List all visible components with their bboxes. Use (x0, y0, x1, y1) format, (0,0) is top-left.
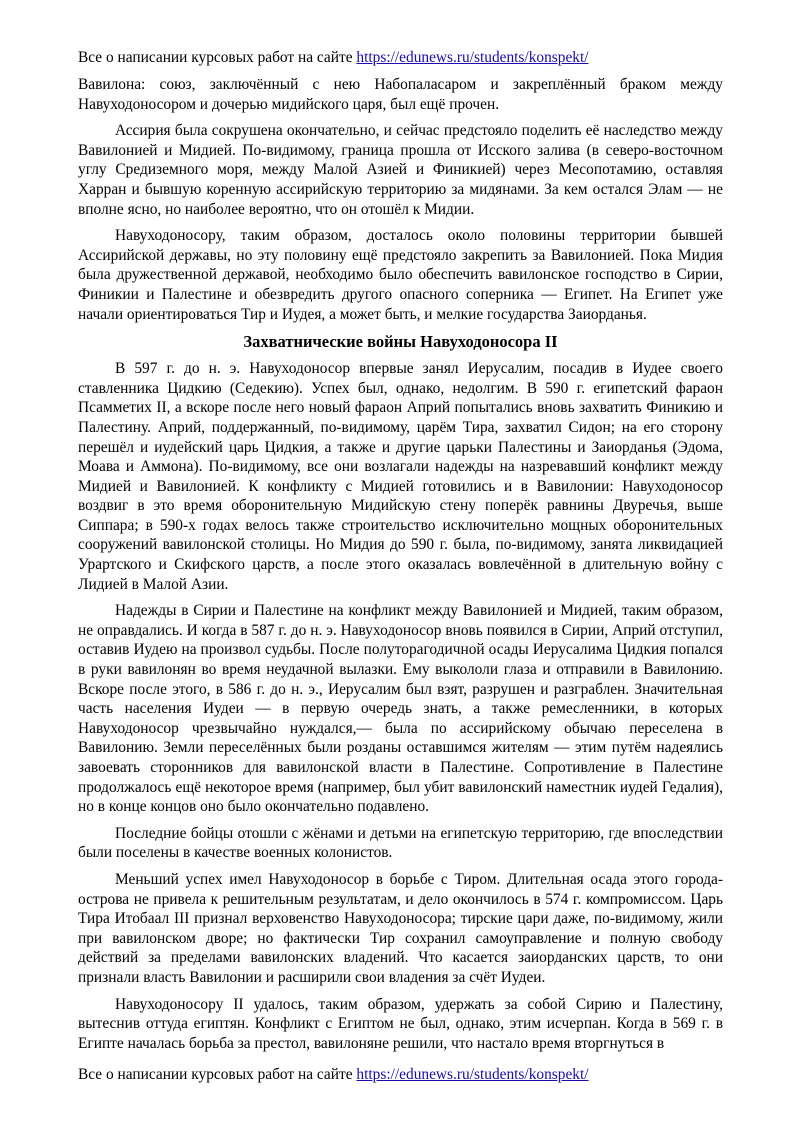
paragraph: Надежды в Сирии и Палестине на конфликт между Вавилонией и Мидией, таким образом, не оправдались. И когда в 587 г. до н. э. Навуходоносор вновь появился в Сирии, Априй отступил, оставив Иудею на произвол судьбы. После полуторагодичной осады Иерусалима Цидкия попался в руки вавилонян во время неудачной вылазки. Ему выкололи глаза и отправили в Вавилонию. Вскоре после этого, в 586 г. до н. э., Иерусалим был взят, разрушен и разграблен. Значительная часть населения Иудеи — в первую очередь знать, а также ремесленники, в которых Навуходоносор чрезвычайно нуждался,— была по ассирийскому обычаю переселена в Вавилонию. Земли переселённых были розданы оставшимся жителям — этим путём надеялись завоевать сторонников для вавилонской власти в Палестине. Сопротивление в Палестине продолжалось ещё некоторое время (например, был убит вавилонский наместник иудей Гедалия), но в конце концов оно было окончательно подавлено. (78, 602, 723, 816)
paragraph: Последние бойцы отошли с жёнами и детьми на египетскую территорию, где впоследствии были поселены в качестве военных колонистов. (78, 824, 723, 862)
header-link[interactable]: https://edunews.ru/students/konspekt/ (356, 49, 589, 66)
paragraph: В 597 г. до н. э. Навуходоносор впервые занял Иерусалим, посадив в Иудее своего ставленника Цидкию (Седекию). Успех был, однако, недолгим. В 590 г. египетский фараон Псамметих II, а вскоре после него новый фараон Априй попытались вновь захватить Финикию и Палестину. Априй, поддержанный, по-видимому, царём Тира, захватил Сидон; на его сторону перешёл и иудейский царь Цидкия, а также и другие царьки Палестины и Заиорданья (Эдома, Моава и Аммона). По-видимому, все они возлагали надежды на назревавший конфликт между Мидией и Вавилонией. К конфликту с Мидией готовились и в Вавилонии: Навуходоносор воздвиг в это время оборонительную Мидийскую стену поперёк равнины Двуречья, выше Сиппара; в 590-х годах велось также строительство исключительно мощных оборонительных сооружений вавилонской столицы. Но Мидия до 590 г. была, по-видимому, занята ликвидацией Урартского и Скифского царств, а после этого оказалась вовлечённой в длительную войну с Лидией в Малой Азии. (78, 360, 723, 593)
footer-text: Все о написании курсовых работ на сайте (78, 1066, 357, 1083)
paragraph: Меньший успех имел Навуходоносор в борьбе с Тиром. Длительная осада этого города-острова не привела к решительным результатам, и дело окончилось в 574 г. компромиссом. Царь Тира Итобаал III признал верховенство Навуходоносора; тирские цари даже, по-видимому, жили при вавилонском дворе; но фактически Тир сохранил самоуправление и полную свободу действий за пределами вавилонских владений. Что касается заиорданских царств, то они признали власть Вавилонии и расширили свои владения за счёт Иудеи. (78, 870, 723, 986)
footer-link[interactable]: https://edunews.ru/students/konspekt/ (356, 1066, 589, 1083)
paragraph: Ассирия была сокрушена окончательно, и сейчас предстояло поделить её наследство между Вавилонией и Мидией. По-видимому, граница прошла от Исского залива (в северо-восточном углу Средиземного моря, между Малой Азией и Финикией) через Месопотамию, оставляя Харран и бывшую коренную ассирийскую территорию за мидянами. За кем остался Элам — не вполне ясно, но наиболее вероятно, что он отошёл к Мидии. (78, 122, 723, 218)
paragraph: Навуходоносору, таким образом, досталось около половины территории бывшей Ассирийской державы, но эту половину ещё предстояло закрепить за Вавилонией. Пока Мидия была дружественной державой, необходимо было обеспечить вавилонское господство в Сирии, Финикии и Палестине и обезвредить другого опасного соперника — Египет. На Египет уже начали ориентироваться Тир и Иудея, а может быть, и мелкие государства Заиорданья. (78, 227, 723, 323)
header-text: Все о написании курсовых работ на сайте (78, 49, 357, 66)
page-header (78, 48, 589, 67)
document-body (78, 75, 723, 1060)
paragraph: Вавилона: союз, заключённый с нею Набопаласаром и закреплённый браком между Навуходоносором и дочерью мидийского царя, был ещё прочен. (78, 76, 723, 113)
section-heading: Захватнические войны Навуходоносора II (243, 332, 558, 352)
paragraph: Навуходоносору II удалось, таким образом, удержать за собой Сирию и Палестину, вытеснив оттуда египтян. Конфликт с Египтом не был, однако, этим исчерпан. Когда в 569 г. в Египте началась борьба за престол, вавилоняне решили, что настало время вторгнуться в (78, 995, 723, 1052)
page-footer (78, 1065, 589, 1084)
